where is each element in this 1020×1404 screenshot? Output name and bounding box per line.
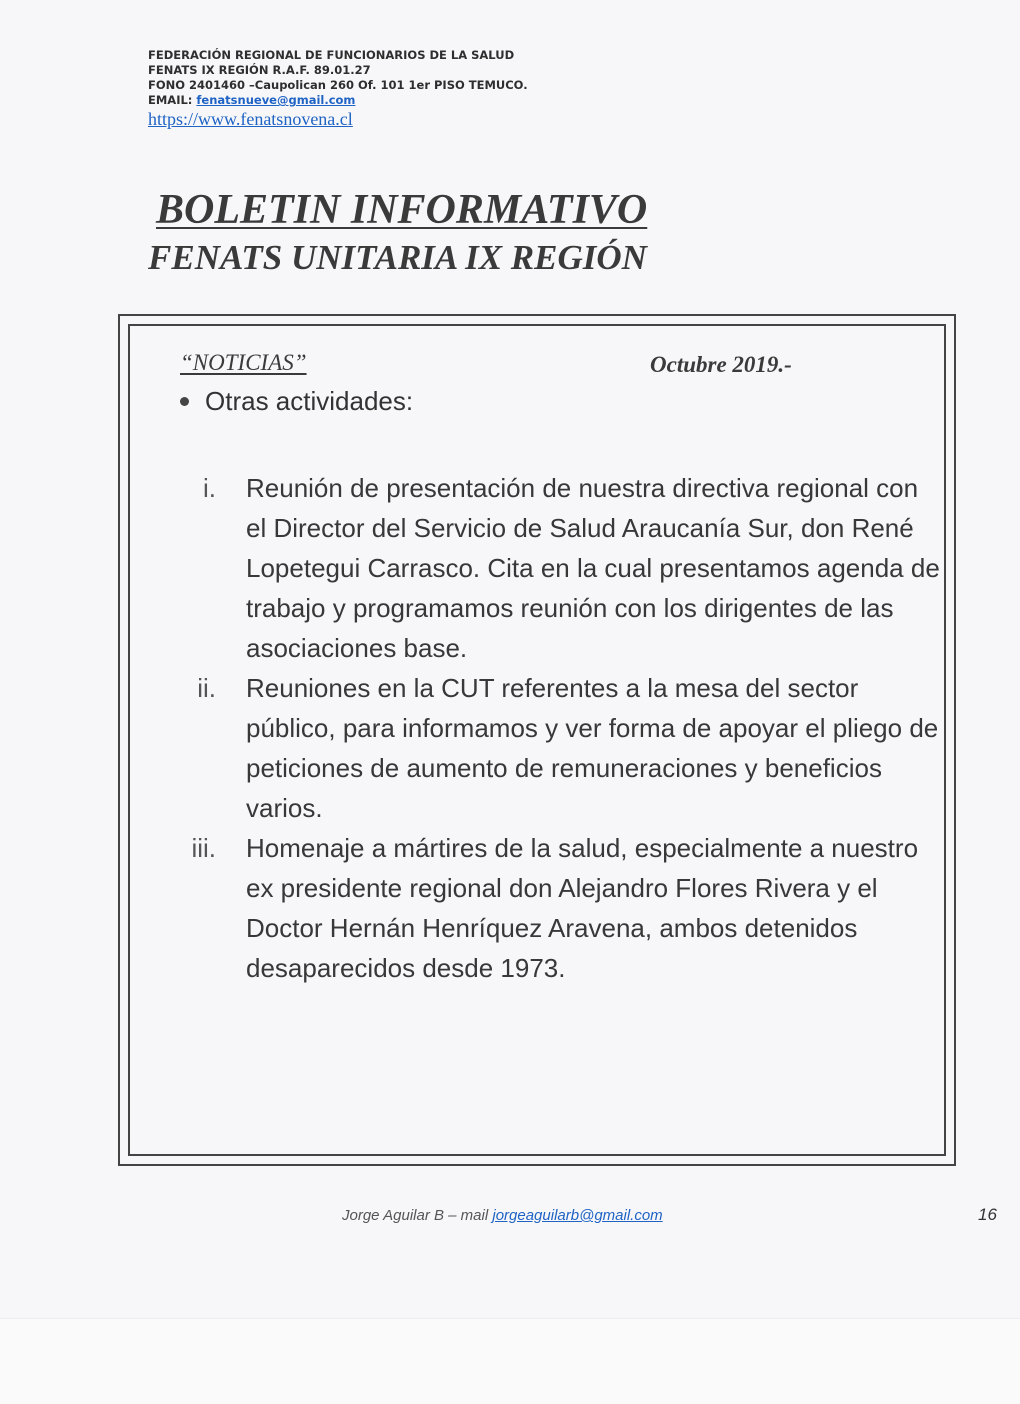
list-item-number: iii. xyxy=(191,833,216,863)
website-link[interactable]: https://www.fenatsnovena.cl xyxy=(148,109,353,129)
bulletin-title: BOLETIN INFORMATIVO xyxy=(156,187,648,233)
list-item-number: ii. xyxy=(197,673,216,703)
letterhead-email-line xyxy=(148,93,528,108)
bulletin-date: Octubre 2019.- xyxy=(650,352,792,377)
scan-bottom-margin xyxy=(0,1318,1020,1404)
section-heading: “NOTICIAS” xyxy=(180,350,307,375)
email-label: EMAIL: xyxy=(148,93,193,107)
footer-author: Jorge Aguilar B – mail xyxy=(342,1207,493,1224)
list-item xyxy=(170,468,940,668)
footer-email-link[interactable]: jorgeaguilarb@gmail.com xyxy=(492,1207,663,1224)
news-box-inner xyxy=(128,324,946,1156)
activity-list xyxy=(170,468,940,988)
list-item-text: Reunión de presentación de nuestra directiva regional con el Director del Servicio de Salud Araucanía Sur, don René Lopetegui Carrasco. Cita en la cual presentamos agenda de trabajo y programamos reunión con los dirigentes de las asociaciones base. xyxy=(246,473,940,663)
letterhead-line-3: FONO 2401460 –Caupolican 260 Of. 101 1er PISO TEMUCO. xyxy=(148,78,528,92)
website-line xyxy=(148,108,528,130)
email-link[interactable]: fenatsnueve@gmail.com xyxy=(196,93,356,107)
list-item-text: Reuniones en la CUT referentes a la mesa del sector público, para informamos y ver forma de apoyar el pliego de peticiones de aumento de remuneraciones y beneficios varios. xyxy=(246,673,939,823)
bullet-dot-icon xyxy=(180,397,189,406)
page-footer xyxy=(342,1207,663,1224)
list-item xyxy=(170,668,940,828)
page-number: 16 xyxy=(978,1205,997,1224)
list-item-text: Homenaje a mártires de la salud, especialmente a nuestro ex presidente regional don Alejandro Flores Rivera y el Doctor Hernán Henríquez Aravena, ambos detenidos desaparecidos desde 1973. xyxy=(246,833,919,983)
bullet-label: Otras actividades: xyxy=(205,386,414,416)
letterhead xyxy=(148,48,528,130)
list-item xyxy=(170,828,940,988)
letterhead-line-2: FENATS IX REGIÓN R.A.F. 89.01.27 xyxy=(148,63,371,77)
news-box xyxy=(118,314,956,1166)
bullet-item xyxy=(170,386,413,417)
bulletin-subtitle: FENATS UNITARIA IX REGIÓN xyxy=(148,238,647,277)
list-item-number: i. xyxy=(203,473,216,503)
letterhead-line-1: FEDERACIÓN REGIONAL DE FUNCIONARIOS DE LA SALUD xyxy=(148,48,515,62)
